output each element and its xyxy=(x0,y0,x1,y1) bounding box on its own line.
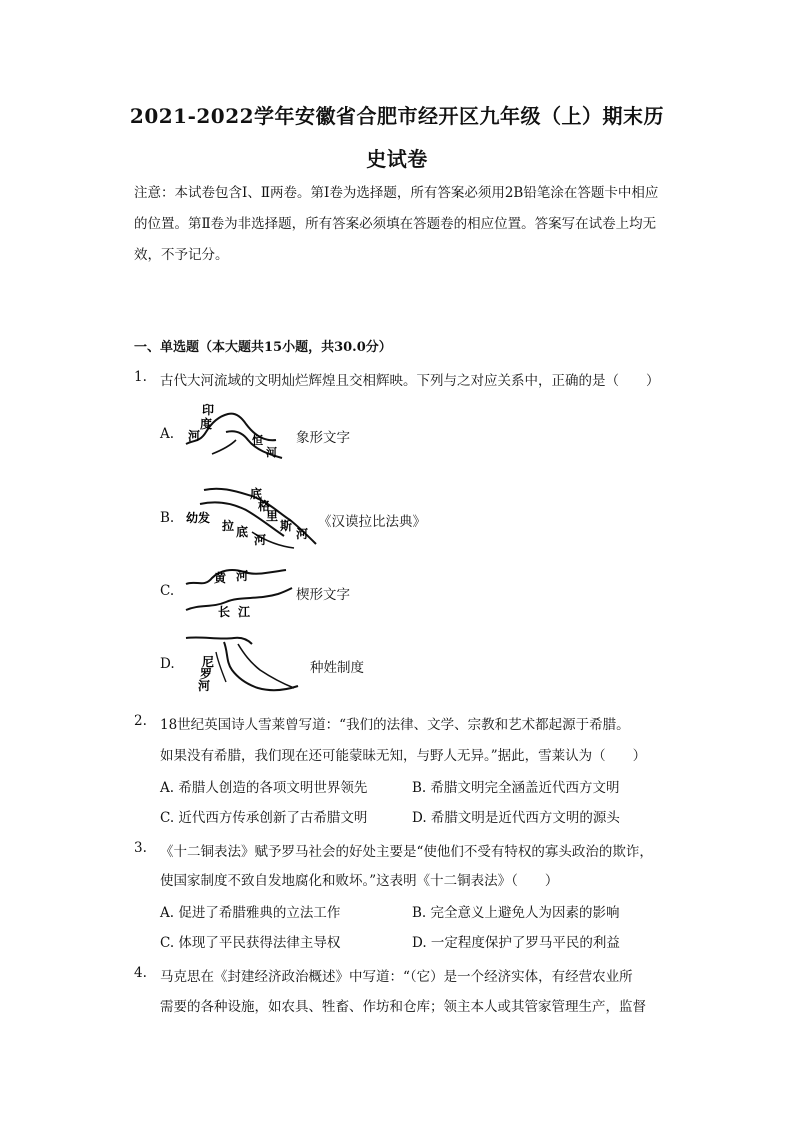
map-label: 度 xyxy=(200,417,213,431)
map-label: 底 xyxy=(250,487,263,501)
q2-option-a: A. 希腊人创造的各项文明世界领先 xyxy=(160,780,368,796)
q1-option-a-text: 象形文字 xyxy=(296,430,350,446)
map-label: 格 xyxy=(258,499,271,513)
question-2-line1: 18世纪英国诗人雪莱曾写道：“我们的法律、文学、宗教和艺术都起源于希腊。 xyxy=(160,717,630,733)
map-label: 里 xyxy=(266,509,279,523)
question-1-number: 1. xyxy=(134,369,147,385)
map-label: 河 xyxy=(198,679,211,693)
map-label: 黄 xyxy=(214,571,227,585)
q1-option-d-letter: D. xyxy=(160,656,175,672)
question-2-number: 2. xyxy=(134,713,147,729)
q1-option-b-letter: B. xyxy=(160,510,175,526)
map-label: 河 xyxy=(296,527,309,541)
map-label: 河 xyxy=(236,569,249,583)
map-label: 拉 xyxy=(222,519,235,533)
map-label: 长 xyxy=(218,605,231,618)
q2-option-d: D. 希腊文明是近代西方文明的源头 xyxy=(412,810,620,826)
map-label: 河 xyxy=(266,446,277,459)
q1-option-c-text: 楔形文字 xyxy=(296,587,350,603)
map-label: 河 xyxy=(254,533,267,547)
map-label: 恒 xyxy=(252,434,263,447)
map-label: 尼 xyxy=(202,655,215,669)
q1-option-b-text: 《汉谟拉比法典》 xyxy=(318,514,426,530)
question-2-line2: 如果没有希腊，我们现在还可能蒙昧无知，与野人无异。”据此，雪莱认为（ ） xyxy=(160,748,647,764)
question-4-number: 4. xyxy=(134,965,147,981)
map-label: 斯 xyxy=(280,519,293,533)
section-heading: 一、单选题（本大题共15小题，共30.0分） xyxy=(134,340,392,355)
exam-title-line2: 史试卷 xyxy=(366,147,428,171)
question-3-line2: 使国家制度不致自发地腐化和败坏。”这表明《十二铜表法》（ ） xyxy=(160,873,559,889)
map-label: 幼发 xyxy=(186,511,211,525)
q1-option-d-text: 种姓制度 xyxy=(310,660,364,676)
question-3-number: 3. xyxy=(134,840,147,856)
q3-option-a: A. 促进了希腊雅典的立法工作 xyxy=(160,905,341,921)
exam-notice: 注意：本试卷包含Ⅰ、Ⅱ两卷。第Ⅰ卷为选择题，所有答案必须用2B铅笔涂在答题卡中相应的位置。第Ⅱ卷为非选择题，所有答案必须填在答题卷的相应位置。答案写在试卷上均无效，不予记分。 xyxy=(134,185,659,263)
q3-option-d: D. 一定程度保护了罗马平民的利益 xyxy=(412,935,620,951)
map-label: 江 xyxy=(238,605,251,618)
q2-option-b: B. 希腊文明完全涵盖近代西方文明 xyxy=(412,780,620,796)
q1-option-d-map xyxy=(182,632,306,694)
q1-option-a-letter: A. xyxy=(160,426,175,442)
exam-title-line1: 2021-2022学年安徽省合肥市经开区九年级（上）期末历 xyxy=(129,104,665,128)
map-label: 印 xyxy=(202,403,215,417)
q3-option-c: C. 体现了平民获得法律主导权 xyxy=(160,935,341,951)
q1-option-b-map xyxy=(182,482,318,552)
q2-option-c: C. 近代西方传承创新了古希腊文明 xyxy=(160,810,368,826)
q1-option-a-map xyxy=(182,402,292,464)
q3-option-b: B. 完全意义上避免人为因素的影响 xyxy=(412,905,620,921)
map-label: 罗 xyxy=(200,667,213,681)
question-4-line1: 马克思在《封建经济政治概述》中写道：“（它）是一个经济实体，有经营农业所 xyxy=(160,969,633,985)
question-4-line2: 需要的各种设施，如农具、牲畜、作坊和仓库；领主本人或其管家管理生产，监督 xyxy=(160,999,646,1015)
q1-option-c-map xyxy=(182,560,294,618)
question-3-line1: 《十二铜表法》赋予罗马社会的好处主要是“使他们不受有特权的寡头政治的欺诈， xyxy=(160,844,653,860)
map-label: 河 xyxy=(188,429,201,443)
question-1-stem: 古代大河流域的文明灿烂辉煌且交相辉映。下列与之对应关系中，正确的是（ ） xyxy=(160,373,660,389)
q1-option-c-letter: C. xyxy=(160,583,175,599)
map-label: 底 xyxy=(236,525,249,539)
